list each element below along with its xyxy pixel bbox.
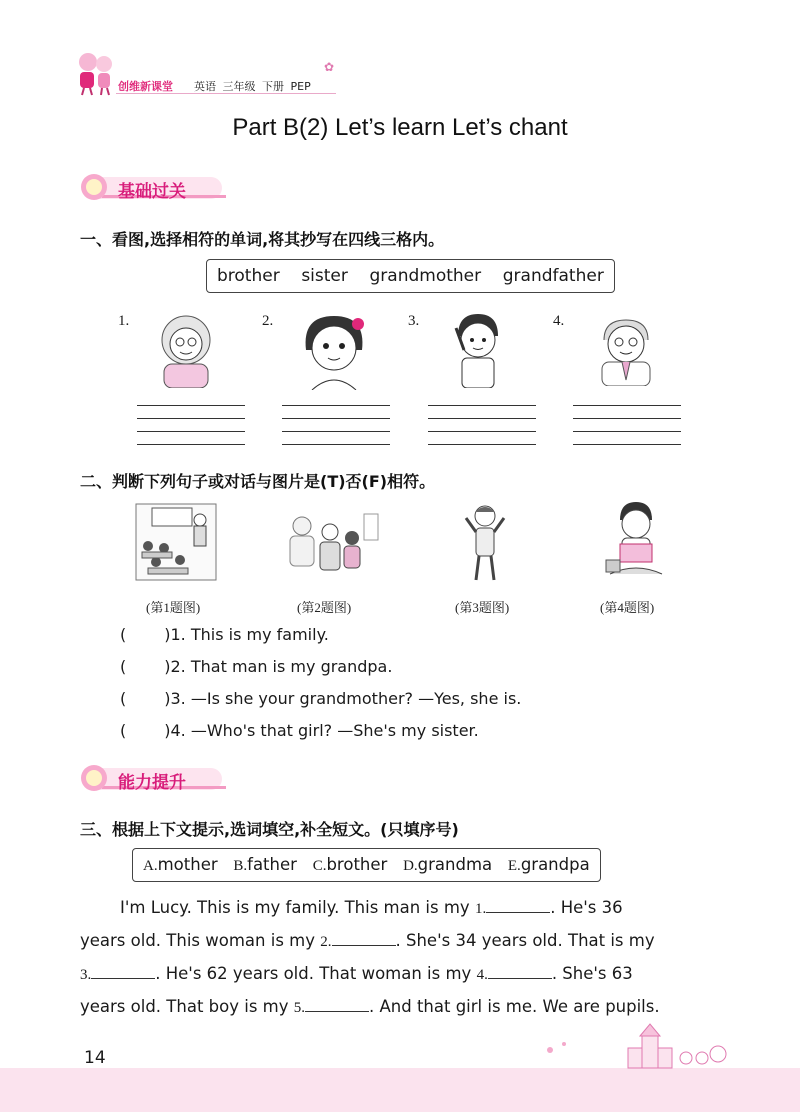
item-number: 3. <box>408 313 420 329</box>
para-text: I'm Lucy. This is my family. This man is my <box>120 898 475 917</box>
word-option: brother <box>217 266 280 286</box>
section-banner-basic <box>80 173 230 201</box>
question-1-heading: 一、看图,选择相符的单词,将其抄写在四线三格内。 <box>80 230 445 249</box>
tf-item-4 <box>120 721 479 740</box>
para-text: . He's 62 years old. That woman is my <box>155 964 477 983</box>
option-letter: C. <box>312 858 327 874</box>
header-logo <box>74 48 118 96</box>
brother-picture <box>448 310 508 392</box>
para-text: . She's 34 years old. That is my <box>395 931 655 950</box>
option-letter: D. <box>403 858 418 874</box>
section-label: 基础过关 <box>118 182 186 202</box>
writing-lines[interactable] <box>573 405 681 449</box>
page-number: 14 <box>84 1048 106 1068</box>
page-title: Part B(2) Let’s learn Let’s chant <box>232 114 568 141</box>
book-info: 英语 三年级 下册 PEP <box>194 80 311 93</box>
grandfather-picture <box>592 314 660 390</box>
blank-number: 4. <box>476 967 488 983</box>
word-option: sister <box>301 266 348 286</box>
item-close: )3. <box>164 689 186 708</box>
classroom-picture <box>134 502 218 586</box>
word-option: grandfather <box>502 266 604 286</box>
para-text: years old. That boy is my <box>80 997 294 1016</box>
writing-lines[interactable] <box>282 405 390 449</box>
option-letter: B. <box>233 858 248 874</box>
boy-reading-picture <box>604 500 668 584</box>
option-word: father <box>247 855 297 874</box>
tf-item-1 <box>120 625 329 644</box>
figure-caption: (第2题图) <box>297 600 352 615</box>
family-picture <box>282 504 382 584</box>
item-close: )2. <box>164 657 186 676</box>
answer-blank[interactable] <box>486 898 550 913</box>
figure-caption: (第3题图) <box>455 600 510 615</box>
word-bank-box <box>206 259 615 293</box>
option-word: brother <box>326 855 388 874</box>
option-box <box>132 848 601 882</box>
item-close: )4. <box>164 721 186 740</box>
grandmother-picture <box>154 312 218 392</box>
series-name: 创维新课堂 <box>118 80 173 93</box>
writing-lines[interactable] <box>428 405 536 449</box>
tf-sentence: —Who's that girl? —She's my sister. <box>190 721 479 740</box>
castle-icon <box>540 1022 730 1074</box>
option-word: mother <box>157 855 218 874</box>
tf-sentence: This is my family. <box>190 625 329 644</box>
question-2-heading: 二、判断下列句子或对话与图片是(T)否(F)相符。 <box>80 472 436 491</box>
answer-paren-open[interactable]: ( <box>120 625 127 644</box>
option-letter: E. <box>507 858 521 874</box>
figure-caption: (第1题图) <box>146 600 201 615</box>
tf-item-2 <box>120 657 392 676</box>
girl-stretching-picture <box>462 502 508 588</box>
answer-blank[interactable] <box>305 997 369 1012</box>
question-3-heading: 三、根据上下文提示,选词填空,补全短文。(只填序号) <box>80 820 459 839</box>
answer-paren-open[interactable]: ( <box>120 657 127 676</box>
blank-number: 3. <box>80 967 92 983</box>
answer-blank[interactable] <box>488 964 552 979</box>
option-word: grandpa <box>520 855 590 874</box>
tf-item-3 <box>120 689 521 708</box>
answer-paren-open[interactable]: ( <box>120 689 127 708</box>
blank-number: 2. <box>320 934 332 950</box>
item-number: 1. <box>118 313 130 329</box>
para-text: . He's 36 <box>550 898 623 917</box>
answer-paren-open[interactable]: ( <box>120 721 127 740</box>
item-close: )1. <box>164 625 186 644</box>
para-text: . She's 63 <box>551 964 633 983</box>
answer-blank[interactable] <box>91 964 155 979</box>
item-number: 4. <box>553 313 565 329</box>
section-banner-advanced <box>80 764 230 792</box>
option-word: grandma <box>417 855 493 874</box>
sister-picture <box>298 310 370 394</box>
item-number: 2. <box>262 313 274 329</box>
tf-sentence: —Is she your grandmother? —Yes, she is. <box>190 689 522 708</box>
para-text: . And that girl is me. We are pupils. <box>369 997 660 1016</box>
word-option: grandmother <box>369 266 482 286</box>
footer-band <box>0 1068 800 1112</box>
answer-blank[interactable] <box>332 931 396 946</box>
section-label: 能力提升 <box>118 773 186 793</box>
blank-number: 5. <box>293 1000 305 1016</box>
cloze-paragraph <box>80 892 710 1024</box>
flower-icon: ✿ <box>324 60 335 74</box>
option-letter: A. <box>143 858 158 874</box>
tf-sentence: That man is my grandpa. <box>190 657 393 676</box>
figure-caption: (第4题图) <box>600 600 655 615</box>
blank-number: 1. <box>474 901 487 917</box>
header-divider <box>116 93 336 94</box>
writing-lines[interactable] <box>137 405 245 449</box>
para-text: years old. This woman is my <box>80 931 321 950</box>
